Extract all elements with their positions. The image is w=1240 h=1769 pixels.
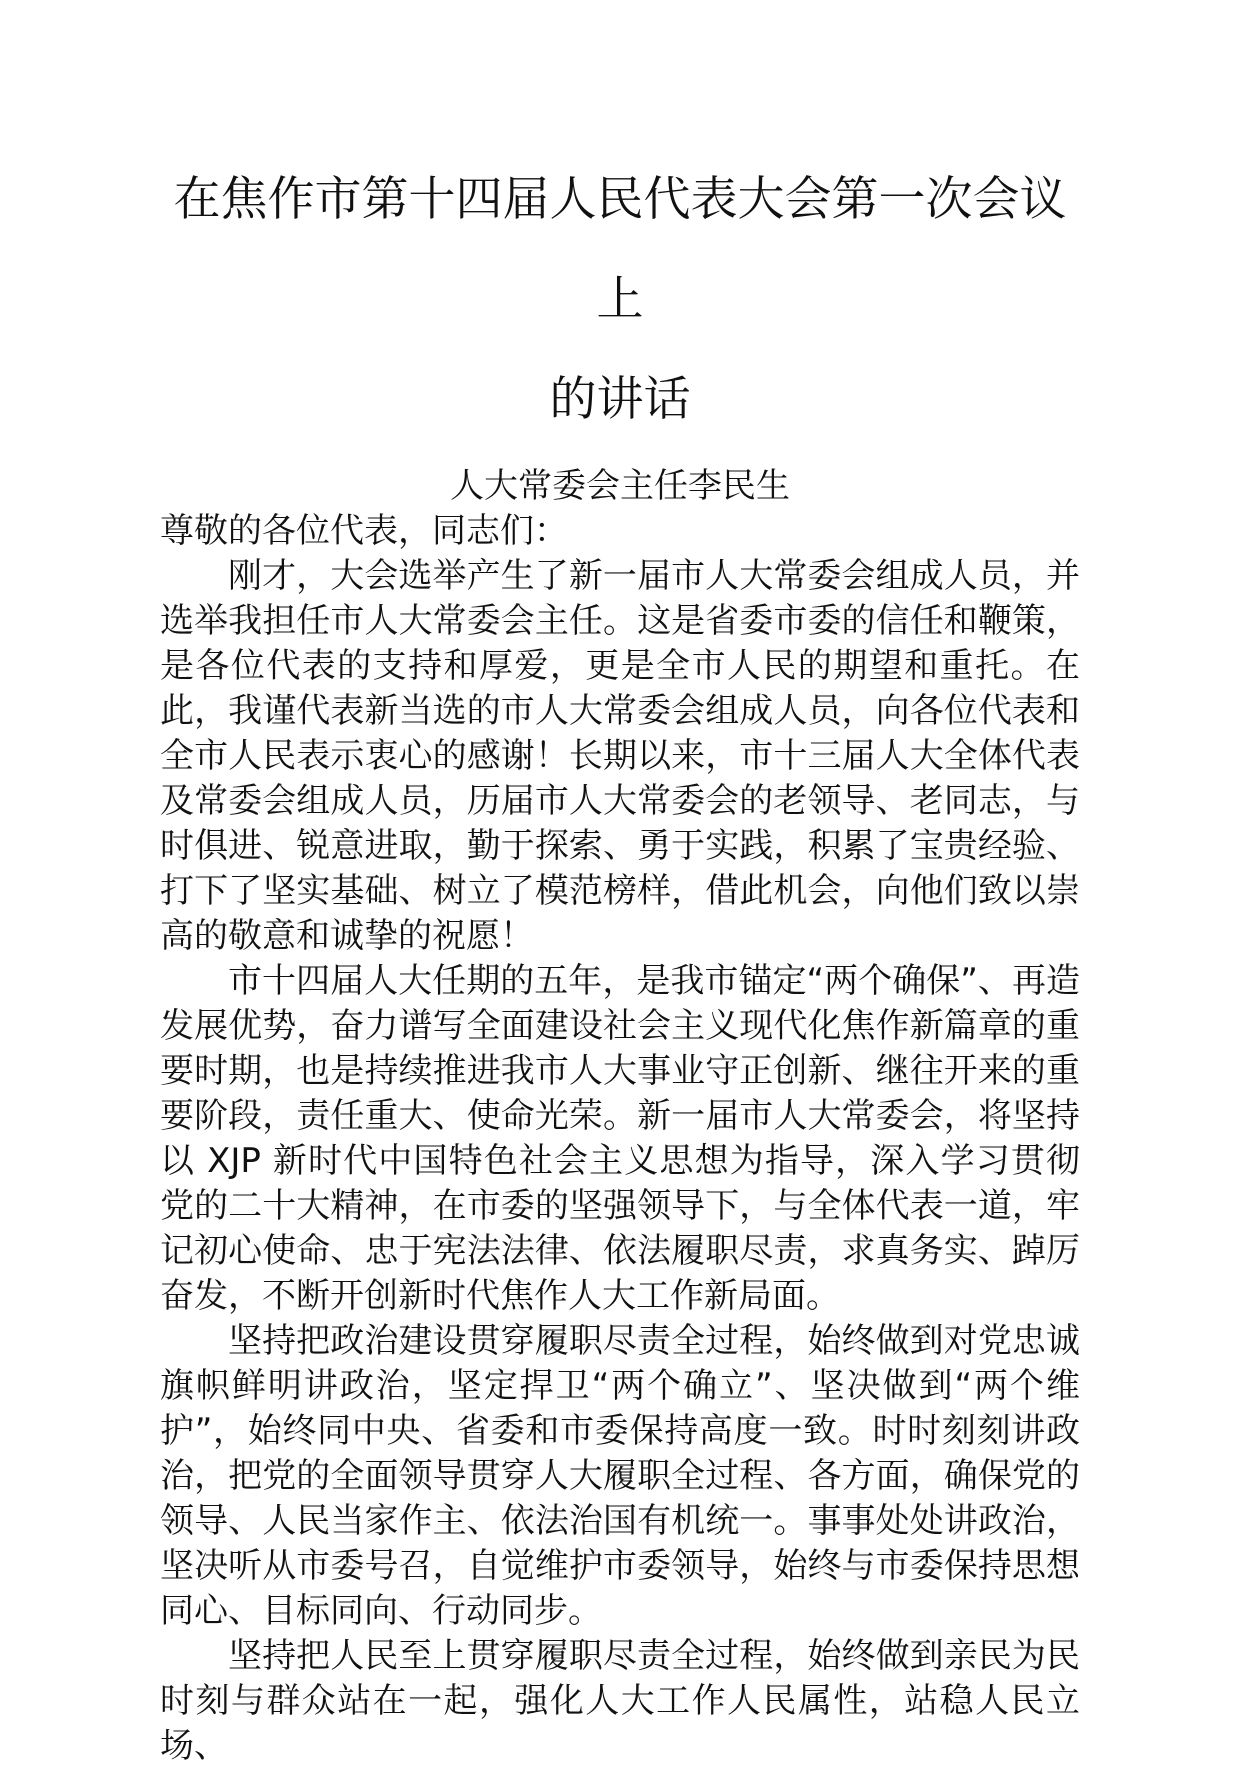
- document-page: [160, 150, 1080, 1769]
- salutation: 尊敬的各位代表，同志们：: [160, 511, 568, 551]
- title-line-1: 在焦作市第十四届人民代表大会第一次会议上: [173, 172, 1067, 327]
- paragraph-3: 坚持把政治建设贯穿履职尽责全过程，始终做到对党忠诚旗帜鲜明讲政治，坚定捍卫“两个确立”、坚决做到“两个维护”，始终同中央、省委和市委保持高度一致。时时刻刻讲政治，把党的全面领导贯穿人大履职全过程、各方面，确保党的领导、人民当家作主、依法治国有机统一。事事处处讲政治，坚决听从市委号召，自觉维护市委领导，始终与市委保持思想同心、目标同向、行动同步。: [160, 1321, 1080, 1631]
- paragraph-1: 刚才，大会选举产生了新一届市人大常委会组成人员，并选举我担任市人大常委会主任。这是省委市委的信任和鞭策，是各位代表的支持和厚爱，更是全市人民的期望和重托。在此，我谨代表新当选的市人大常委会组成人员，向各位代表和全市人民表示衷心的感谢！长期以来，市十三届人大全体代表及常委会组成人员，历届市人大常委会的老领导、老同志，与时俱进、锐意进取，勤于探索、勇于实践，积累了宝贵经验、打下了坚实基础、树立了模范榜样，借此机会，向他们致以崇高的敬意和诚挚的祝愿！: [160, 556, 1080, 956]
- paragraph-2: 市十四届人大任期的五年，是我市锚定“两个确保”、再造发展优势，奋力谱写全面建设社会主义现代化焦作新篇章的重要时期，也是持续推进我市人大事业守正创新、继往开来的重要阶段，责任重大、使命光荣。新一届市人大常委会，将坚持以 XJP 新时代中国特色社会主义思想为指导，深入学习贯彻党的二十大精神，在市委的坚强领导下，与全体代表一道，牢记初心使命、忠于宪法法律、依法履职尽责，求真务实、踔厉奋发，不断开创新时代焦作人大工作新局面。: [160, 961, 1080, 1316]
- title-line-2: 的讲话: [549, 372, 691, 427]
- speaker-byline: 人大常委会主任李民生: [450, 466, 790, 506]
- document-title: [160, 150, 1080, 450]
- paragraph-4: 坚持把人民至上贯穿履职尽责全过程，始终做到亲民为民时刻与群众站在一起，强化人大工作人民属性，站稳人民立场、: [160, 1636, 1080, 1766]
